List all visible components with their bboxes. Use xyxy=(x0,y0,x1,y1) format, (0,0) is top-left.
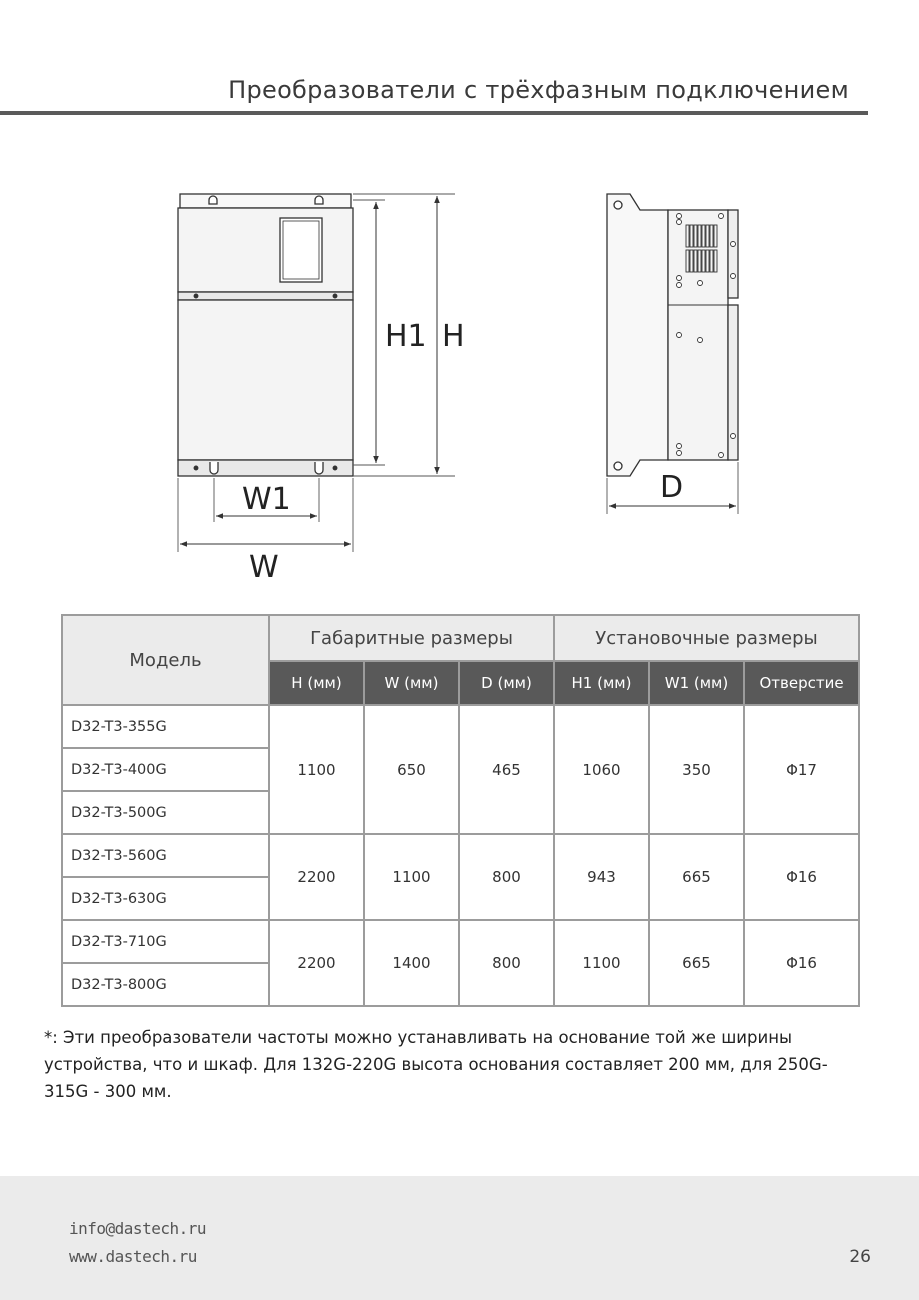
model-cell: D32-T3-500G xyxy=(62,791,269,834)
d-label: D xyxy=(660,470,684,505)
model-cell: D32-T3-800G xyxy=(62,963,269,1006)
value-hole: Φ17 xyxy=(744,705,859,834)
page-footer xyxy=(0,1176,919,1300)
mounting-dimensions-header: Установочные размеры xyxy=(554,615,859,661)
column-header-w: W (мм) xyxy=(364,661,459,705)
value-d: 465 xyxy=(459,705,554,834)
h-label: H xyxy=(442,319,465,354)
value-w1: 350 xyxy=(649,705,744,834)
side-view xyxy=(607,194,738,476)
w1-label: W1 xyxy=(242,482,291,517)
table-row xyxy=(62,920,859,963)
table-row xyxy=(62,705,859,748)
model-column-header: Модель xyxy=(62,615,269,705)
footer-email-link[interactable]: info@dastech.ru xyxy=(69,1219,206,1238)
w-label: W xyxy=(249,550,279,585)
model-cell: D32-T3-400G xyxy=(62,748,269,791)
h1-label: H1 xyxy=(385,319,427,354)
model-cell: D32-T3-560G xyxy=(62,834,269,877)
value-d: 800 xyxy=(459,920,554,1006)
value-h1: 1060 xyxy=(554,705,649,834)
model-cell: D32-T3-355G xyxy=(62,705,269,748)
footnote: *: Эти преобразователи частоты можно устанавливать на основание той же ширины устройства, что и шкаф. Для 132G-220G высота основания составляет 200 мм, для 250G-315G - 300 мм. xyxy=(44,1028,828,1101)
value-h1: 943 xyxy=(554,834,649,920)
column-header-w1: W1 (мм) xyxy=(649,661,744,705)
model-cell: D32-T3-710G xyxy=(62,920,269,963)
page-header-title: Преобразователи с трёхфазным подключением xyxy=(228,76,849,104)
value-h1: 1100 xyxy=(554,920,649,1006)
value-w: 1400 xyxy=(364,920,459,1006)
page-number: 26 xyxy=(849,1247,871,1267)
value-w1: 665 xyxy=(649,920,744,1006)
dimension-drawing xyxy=(0,0,919,600)
value-w1: 665 xyxy=(649,834,744,920)
value-h: 2200 xyxy=(269,920,364,1006)
dimensions-table xyxy=(61,614,860,1007)
value-w: 1100 xyxy=(364,834,459,920)
column-header-h: H (мм) xyxy=(269,661,364,705)
front-view xyxy=(178,194,353,476)
value-d: 800 xyxy=(459,834,554,920)
value-hole: Φ16 xyxy=(744,834,859,920)
column-header-h1: H1 (мм) xyxy=(554,661,649,705)
column-header-hole: Отверстие xyxy=(744,661,859,705)
model-cell: D32-T3-630G xyxy=(62,877,269,920)
value-w: 650 xyxy=(364,705,459,834)
value-hole: Φ16 xyxy=(744,920,859,1006)
overall-dimensions-header: Габаритные размеры xyxy=(269,615,554,661)
footer-website-link[interactable]: www.dastech.ru xyxy=(69,1247,197,1266)
table-row xyxy=(62,834,859,877)
value-h: 2200 xyxy=(269,834,364,920)
column-header-d: D (мм) xyxy=(459,661,554,705)
value-h: 1100 xyxy=(269,705,364,834)
